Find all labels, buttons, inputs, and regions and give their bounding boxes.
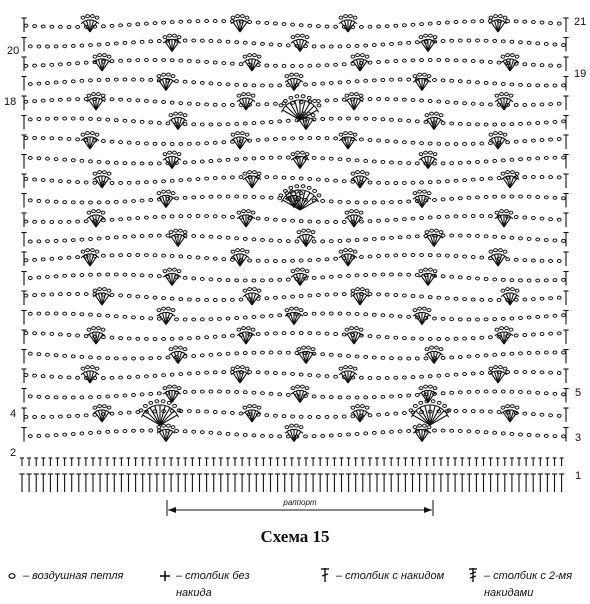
row-number-right: 21 — [574, 16, 587, 28]
single-crochet-icon — [158, 567, 172, 583]
double-crochet-icon — [318, 567, 332, 583]
fan-motif — [279, 185, 321, 210]
fan-motif — [291, 34, 309, 51]
row-number-left: 2 — [10, 447, 17, 459]
fan-motif — [501, 171, 519, 188]
fan-motif — [163, 151, 181, 168]
fan-motif — [351, 288, 369, 305]
fan-motif — [339, 366, 357, 383]
base-rows — [19, 458, 564, 492]
fan-motif — [413, 424, 431, 441]
fan-motif — [413, 190, 431, 207]
fan-motif — [243, 54, 261, 71]
fan-motif — [169, 112, 187, 129]
fan-motif — [243, 288, 261, 305]
row-number-left: 4 — [10, 408, 17, 420]
fan-motif — [237, 93, 255, 110]
fan-motif — [345, 93, 363, 110]
row-number-left: 18 — [4, 96, 17, 108]
fan-motif — [285, 424, 303, 441]
fan-motif — [169, 229, 187, 246]
fan-motif — [93, 171, 111, 188]
row-number-right: 19 — [574, 68, 587, 80]
row-number-right: 3 — [575, 432, 582, 444]
fan-motif — [413, 73, 431, 90]
legend-text-chain: – воздушная петля — [23, 570, 124, 582]
legend-text-single-crochet: – столбик без накида — [176, 570, 250, 599]
fan-motif — [419, 151, 437, 168]
repeat-marker — [166, 500, 434, 516]
fan-motif — [501, 405, 519, 422]
treble-crochet-icon — [466, 567, 480, 583]
fan-motif — [501, 288, 519, 305]
fan-motif — [237, 327, 255, 344]
fan-motif — [495, 210, 513, 227]
row-number-right: 5 — [575, 387, 582, 399]
row-number-right: 1 — [575, 470, 582, 482]
fan-motif — [345, 327, 363, 344]
fan-motif — [495, 93, 513, 110]
fan-motif — [139, 400, 181, 425]
fan-motif — [351, 405, 369, 422]
fan-motif — [489, 132, 507, 149]
fan-motif — [93, 288, 111, 305]
fan-motif — [243, 171, 261, 188]
chain-icon — [5, 567, 19, 583]
fan-motif — [291, 151, 309, 168]
fan-motif — [339, 15, 357, 32]
fan-motif — [345, 210, 363, 227]
scheme-title: Схема 15 — [260, 527, 330, 546]
fan-motif — [81, 15, 99, 32]
fan-motif — [285, 73, 303, 90]
fan-motif — [157, 424, 175, 441]
fan-motif — [425, 229, 443, 246]
repeat-label: раппорт — [283, 498, 317, 507]
fan-motif — [163, 34, 181, 51]
fan-motif — [231, 249, 249, 266]
row-number-left: 20 — [7, 45, 20, 57]
legend-text-double-crochet: – столбик с накидом — [336, 570, 445, 582]
fan-motif — [297, 229, 315, 246]
fan-motif — [87, 93, 105, 110]
fan-motif — [351, 171, 369, 188]
fan-motif — [489, 15, 507, 32]
legend-text-treble-crochet: – столбик с 2-мя накидами — [484, 570, 573, 599]
chain-rows — [21, 18, 568, 442]
fan-motif — [425, 346, 443, 363]
fan-motif — [87, 210, 105, 227]
fan-motif — [157, 307, 175, 324]
fan-motif — [81, 366, 99, 383]
fan-motif — [291, 385, 309, 402]
fan-motif — [231, 366, 249, 383]
